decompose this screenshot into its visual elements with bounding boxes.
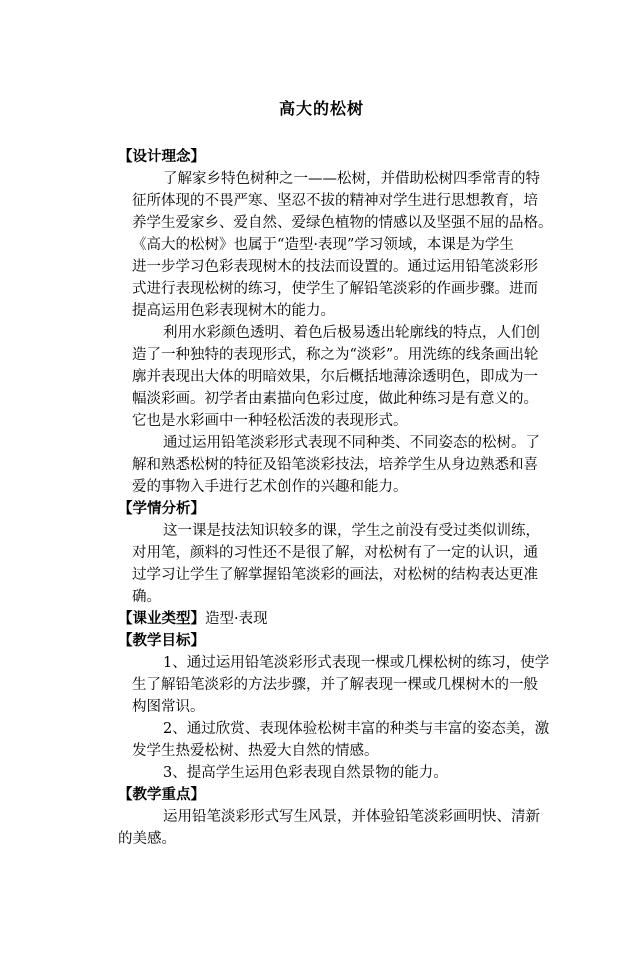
text-line: 廓并表现出大体的明暗效果，尔后概括地薄涂透明色，即成为一: [132, 369, 538, 385]
text-line: 了解家乡特色树种之一——松树，并借助松树四季常青的特: [163, 171, 540, 187]
lesson-type-value: 造型·表现: [205, 611, 268, 627]
key-points-paragraph: [118, 806, 608, 850]
text-line: 这一课是技法知识较多的课，学生之前没有受过类似训练，: [163, 523, 540, 539]
design-concept-paragraph-2: [118, 322, 608, 432]
text-line: 养学生爱家乡、爱自然、爱绿色植物的情感以及坚强不屈的品格。: [132, 215, 553, 231]
text-line: 幅淡彩画。初学者由素描向色彩过度，做此种练习是有意义的。: [132, 391, 538, 407]
section-lesson-type: [118, 608, 608, 630]
teaching-goal-3: [118, 762, 608, 784]
text-line: 解和熟悉松树的特征及铅笔淡彩技法，培养学生从身边熟悉和喜: [132, 457, 538, 473]
document-body: [118, 146, 608, 850]
text-line: 提高运用色彩表现树木的能力。: [132, 303, 335, 319]
student-analysis-paragraph: [118, 520, 608, 608]
text-line: 征所体现的不畏严寒、坚忍不拔的精神对学生进行思想教育，培: [132, 193, 538, 209]
text-line: 确。: [132, 589, 161, 605]
design-concept-paragraph-1: [118, 168, 608, 322]
text-line: 对用笔，颜料的习性还不是很了解，对松树有了一定的认识，通: [132, 545, 538, 561]
text-line: 进一步学习色彩表现树木的技法而设置的。通过运用铅笔淡彩形: [132, 259, 538, 275]
text-line: 通过运用铅笔淡彩形式表现不同种类、不同姿态的松树。了: [163, 435, 540, 451]
text-line: 利用水彩颜色透明、着色后极易透出轮廓线的特点，人们创: [163, 325, 540, 341]
text-line: 3、提高学生运用色彩表现自然景物的能力。: [163, 765, 448, 781]
text-line: 2、通过欣赏、表现体验松树丰富的种类与丰富的姿态美，激: [163, 721, 550, 737]
section-heading-key-points: 【教学重点】: [118, 787, 205, 803]
text-line: 1、通过运用铅笔淡彩形式表现一棵或几棵松树的练习，使学: [163, 655, 550, 671]
text-line: 的美感。: [118, 831, 176, 847]
section-heading-student-analysis: 【学情分析】: [118, 501, 205, 517]
teaching-goal-2: [118, 718, 608, 762]
document-title: 高大的松树: [278, 99, 364, 118]
text-line: 式进行表现松树的练习，使学生了解铅笔淡彩的作画步骤。进而: [132, 281, 538, 297]
design-concept-paragraph-3: [118, 432, 608, 498]
text-line: 运用铅笔淡彩形式写生风景，并体验铅笔淡彩画明快、清新: [163, 809, 540, 825]
text-line: 生了解铅笔淡彩的方法步骤，并了解表现一棵或几棵树木的一般: [132, 677, 538, 693]
text-line: 《高大的松树》也属于“造型·表现”学习领域，本课是为学生: [132, 237, 514, 253]
teaching-goal-1: [118, 652, 608, 718]
text-line: 爱的事物入手进行艺术创作的兴趣和能力。: [132, 479, 408, 495]
section-heading-lesson-type: 【课业类型】: [118, 611, 205, 627]
section-heading-design-concept: 【设计理念】: [118, 149, 205, 165]
text-line: 构图常识。: [132, 699, 205, 715]
text-line: 它也是水彩画中一种轻松活泼的表现形式。: [132, 413, 408, 429]
text-line: 发学生热爱松树、热爱大自然的情感。: [132, 743, 379, 759]
section-heading-teaching-goals: 【教学目标】: [118, 633, 205, 649]
text-line: 造了一种独特的表现形式，称之为“淡彩”。用洗练的线条画出轮: [132, 347, 539, 363]
text-line: 过学习让学生了解掌握铅笔淡彩的画法，对松树的结构表达更准: [132, 567, 538, 583]
